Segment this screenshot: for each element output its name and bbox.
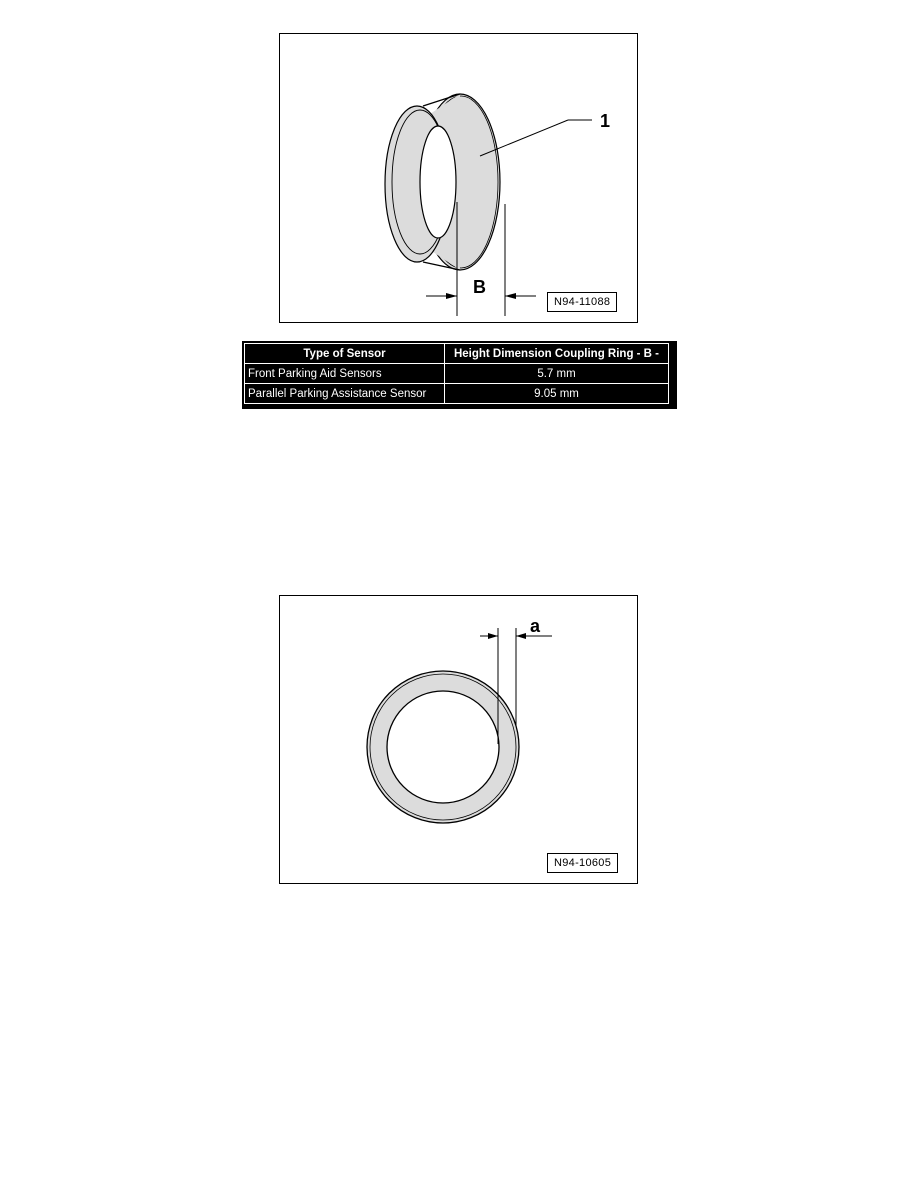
height-value-cell: 5.7 mm: [445, 364, 669, 384]
figure-reference-code: N94-11088: [547, 292, 617, 312]
ring-face-illustration: [280, 596, 639, 885]
sensor-type-cell: Front Parking Aid Sensors: [245, 364, 445, 384]
dimension-b-label: B: [473, 277, 486, 297]
figure-reference-code: N94-10605: [547, 853, 618, 873]
coupling-ring-figure: [279, 33, 638, 323]
height-value-cell: 9.05 mm: [445, 384, 669, 404]
callout-number-1: 1: [600, 111, 611, 131]
table-header-row: [245, 344, 669, 364]
coupling-ring-illustration: [280, 34, 639, 324]
column-header-height: Height Dimension Coupling Ring - B -: [445, 344, 669, 364]
table-row: [245, 364, 669, 384]
column-header-sensor-type: Type of Sensor: [245, 344, 445, 364]
coupling-ring-spec-table: [242, 341, 677, 409]
table-row: [245, 384, 669, 404]
dimension-a-label: a: [530, 616, 541, 636]
ring-face-figure: [279, 595, 638, 884]
sensor-type-cell: Parallel Parking Assistance Sensor: [245, 384, 445, 404]
